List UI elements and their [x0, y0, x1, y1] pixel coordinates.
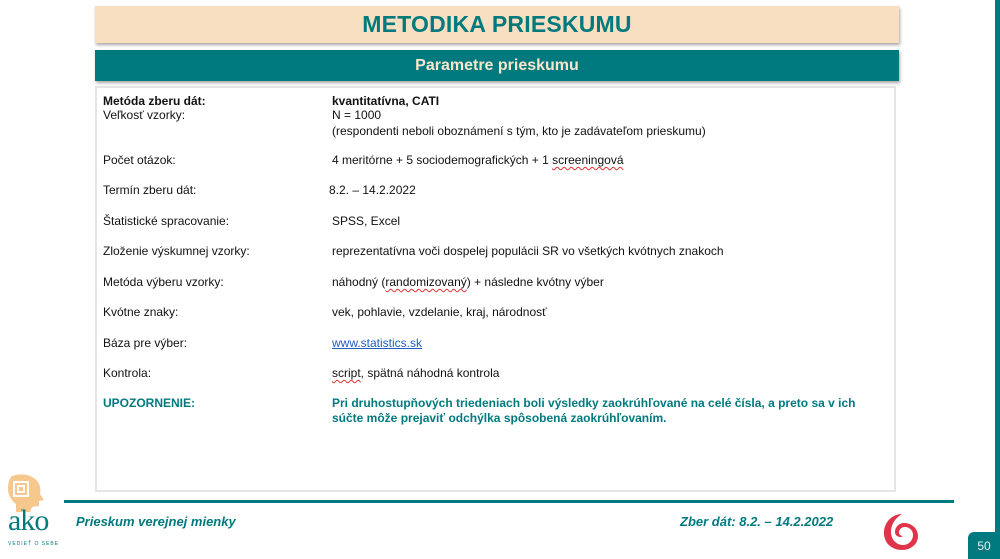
- param-value: [332, 153, 892, 168]
- title-banner: [95, 6, 899, 43]
- footer-divider: [64, 500, 954, 503]
- param-label: Kontrola:: [103, 366, 152, 380]
- param-value: [332, 275, 892, 290]
- param-label: Zloženie výskumnej vzorky:: [103, 244, 250, 258]
- parameters-panel: [95, 86, 896, 492]
- spellcheck-word: randomizovaný: [385, 275, 467, 289]
- param-label: Termín zberu dát:: [103, 183, 197, 197]
- param-label: Veľkosť vzorky:: [103, 108, 186, 122]
- section-title: Parametre prieskumu: [415, 56, 579, 74]
- page-number: 50: [968, 532, 1000, 559]
- param-value: [332, 336, 892, 351]
- param-value: kvantitatívna, CATI: [332, 94, 440, 108]
- param-value: 8.2. – 14.2.2022: [329, 183, 416, 197]
- param-value-text: ) + následne kvótny výber: [466, 275, 604, 289]
- spellcheck-word: screeningová: [552, 153, 624, 167]
- subtitle-banner: [95, 50, 899, 81]
- param-value-text: 4 meritórne + 5 sociodemografických + 1: [332, 153, 553, 167]
- right-edge-bar: [995, 0, 1000, 559]
- page-title: METODIKA PRIESKUMU: [362, 11, 632, 37]
- param-value-text: náhodný (: [332, 275, 386, 289]
- ako-logo-text: ako: [8, 504, 49, 537]
- swirl-logo-icon: [880, 510, 924, 554]
- footer-collection-date: Zber dát: 8.2. – 14.2.2022: [680, 514, 834, 529]
- param-label: Metóda zberu dát:: [103, 94, 206, 108]
- param-value: vek, pohlavie, vzdelanie, kraj, národnosť: [332, 305, 547, 319]
- param-value: N = 1000: [332, 108, 382, 122]
- param-label: Metóda výberu vzorky:: [103, 275, 224, 289]
- warning-text: Pri druhostupňových triedeniach boli výsledky zaokrúhľované na celé čísla, a preto sa v ich súčte môže prejaviť odchýlka spôsobená zaokrúhľovaním.: [332, 396, 856, 425]
- param-value-note: (respondenti neboli oboznámení s tým, kto je zadávateľom prieskumu): [332, 124, 706, 138]
- param-value: SPSS, Excel: [332, 214, 401, 228]
- param-label: Štatistické spracovanie:: [103, 214, 230, 228]
- statistics-link[interactable]: www.statistics.sk: [332, 336, 423, 350]
- param-label: Báza pre výber:: [103, 336, 188, 350]
- ako-logo-tagline: VEDIEŤ O SEBE: [8, 541, 60, 547]
- warning-label: UPOZORNENIE:: [103, 396, 196, 410]
- param-label: Počet otázok:: [103, 153, 176, 167]
- param-value-text: , spätná náhodná kontrola: [360, 366, 500, 380]
- param-label: Kvótne znaky:: [103, 305, 179, 319]
- param-value: reprezentatívna voči dospelej populácii SR vo všetkých kvótnych znakoch: [332, 244, 724, 258]
- footer-survey-label: Prieskum verejnej mienky: [76, 514, 236, 529]
- spellcheck-word: script: [332, 366, 361, 380]
- param-value: [332, 366, 892, 381]
